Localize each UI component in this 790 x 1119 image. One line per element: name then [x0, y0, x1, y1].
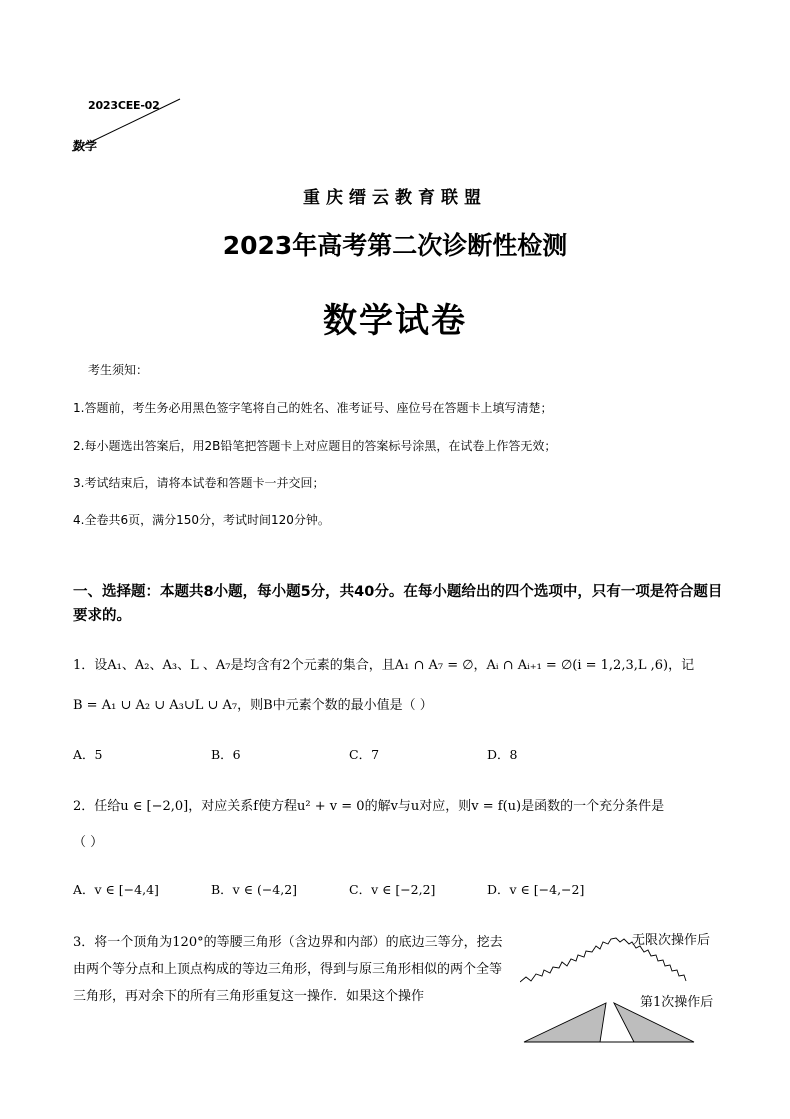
figure-label-infinite: 无限次操作后	[632, 933, 711, 948]
notice-item: 1.答题前，考生务必用黑色签字笔将自己的姓名、准考证号、座位号在答题卡上填写清楚；	[73, 401, 553, 415]
question-1-option-c: C．7	[349, 747, 380, 762]
question-2-line-2: （ ）	[73, 835, 104, 850]
question-1-option-a: A．5	[73, 747, 103, 762]
paper-title: 数学试卷	[323, 301, 467, 341]
figure-label-first: 第1次操作后	[640, 995, 714, 1010]
notice-item: 2.每小题选出答案后，用2B铅笔把答题卡上对应题目的答案标号涂黑，在试卷上作答无效；	[73, 439, 557, 453]
question-1-line-1: 1．设A₁、A₂、A₃、L 、A₇是均含有2个元素的集合，且A₁ ∩ A₇ = ∅，Aᵢ ∩ Aᵢ₊₁ = ∅(i = 1,2,3,L ,6)，记	[73, 658, 695, 673]
question-3-text: 3．将一个顶角为120°的等腰三角形（含边界和内部）的底边三等分，挖去由两个等分点和上顶点构成的等边三角形，得到与原三角形相似的两个全等三角形，再对余下的所有三角形重复这一操作．如果这个操作	[73, 935, 503, 1004]
question-2-option-b: B．v ∈ (−4,2]	[211, 882, 298, 897]
notice-title: 考生须知：	[88, 363, 149, 377]
question-2-option-a: A．v ∈ [−4,4]	[73, 882, 159, 897]
question-2-line-1: 2．任给u ∈ [−2,0]，对应关系f使方程u² + v = 0的解v与u对应，则v = f(u)是函数的一个充分条件是	[73, 799, 665, 814]
exam-title: 2023年高考第二次诊断性检测	[222, 231, 568, 260]
organization-title: 重庆缙云教育联盟	[303, 188, 487, 208]
notice-item: 4.全卷共6页，满分150分，考试时间120分钟。	[73, 513, 330, 527]
question-1-option-d: D．8	[487, 747, 518, 762]
notice-item: 3.考试结束后，请将本试卷和答题卡一并交回；	[73, 476, 325, 490]
question-2-option-c: C．v ∈ [−2,2]	[349, 882, 436, 897]
document-code: 2023CEE-02	[88, 99, 160, 112]
koch-fractal-figure	[520, 930, 710, 1050]
question-2-option-d: D．v ∈ [−4,−2]	[487, 882, 585, 897]
first-operation-left-triangle	[524, 1003, 606, 1042]
question-1-option-b: B．6	[211, 747, 241, 762]
subject-label: 数学	[73, 139, 98, 153]
question-1-line-2: B = A₁ ∪ A₂ ∪ A₃∪L ∪ A₇，则B中元素个数的最小值是（ ）	[73, 698, 433, 713]
section-heading: 一、选择题：本题共8小题，每小题5分，共40分。在每小题给出的四个选项中，只有一项是符合题目要求的。	[73, 584, 723, 624]
